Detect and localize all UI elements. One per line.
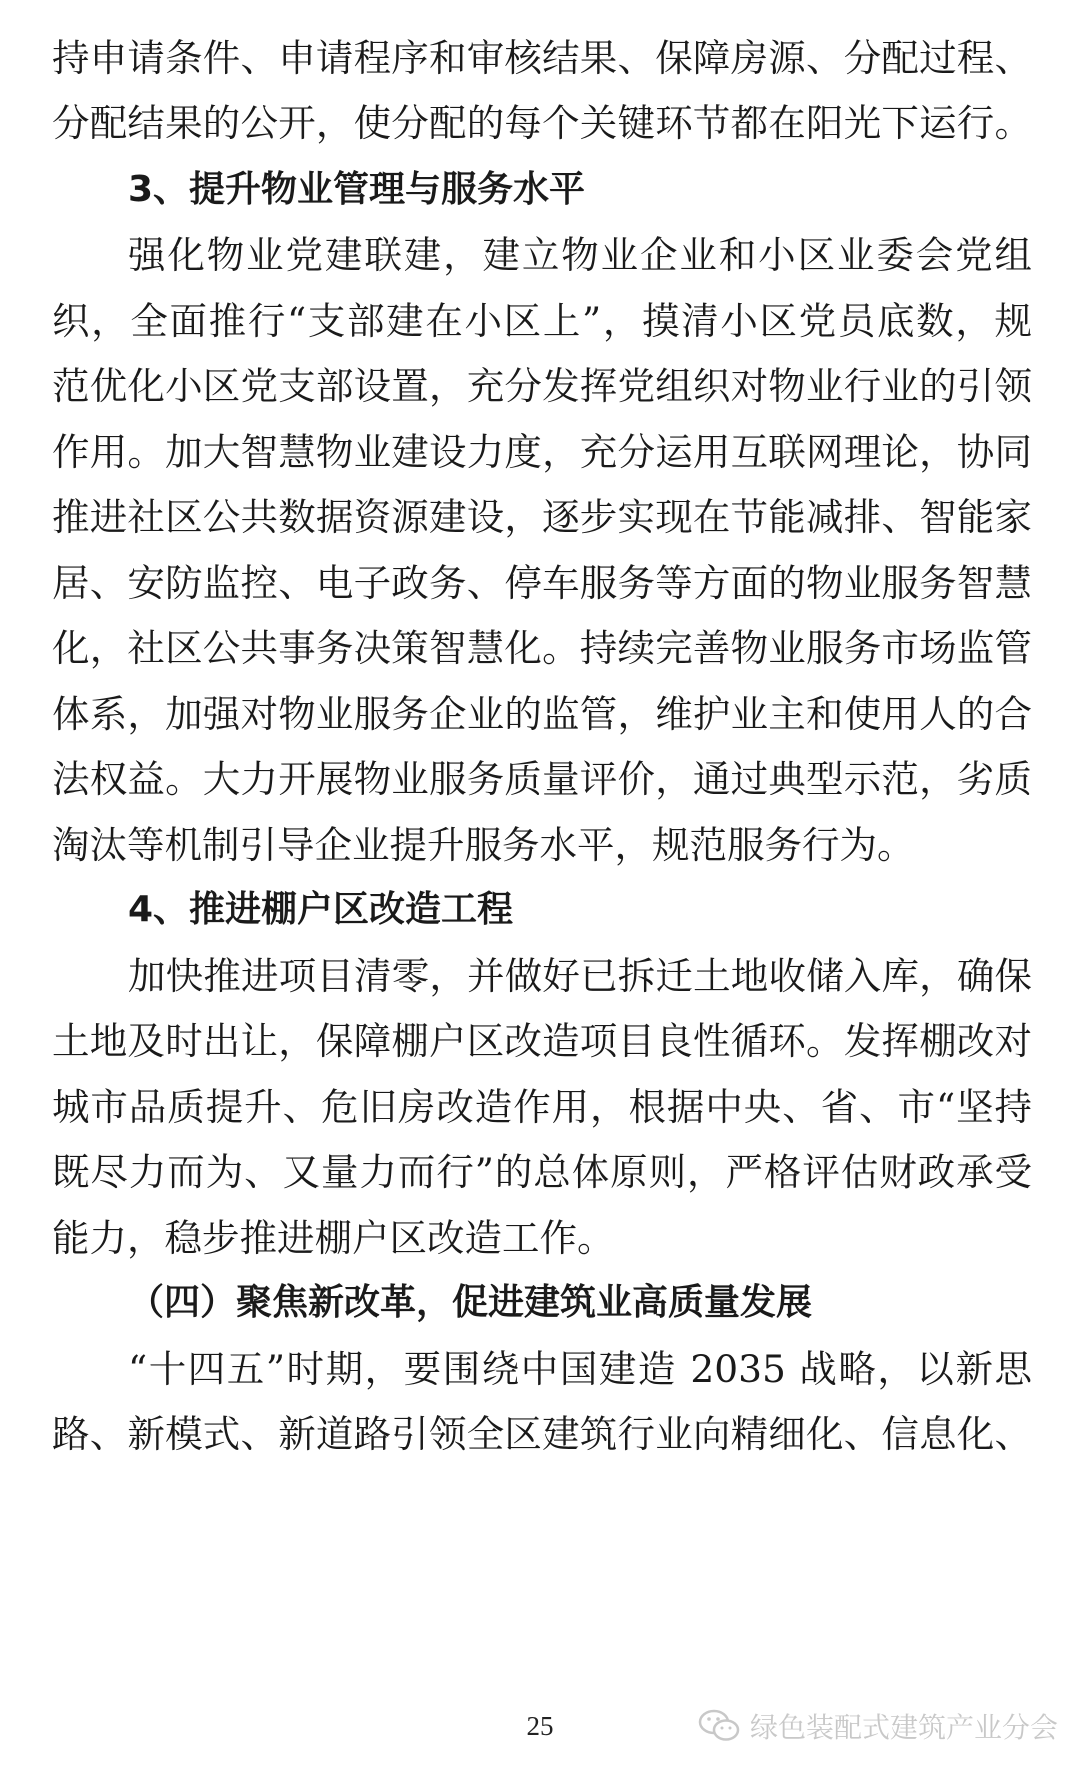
body-text-line: 推进社区公共数据资源建设，逐步实现在节能减排、智能家	[52, 495, 1032, 539]
section-heading: 3、提升物业管理与服务水平	[128, 169, 586, 210]
body-text-line: 体系，加强对物业服务企业的监管，维护业主和使用人的合	[52, 692, 1032, 736]
body-text-line: 既尽力而为、又量力而行”的总体原则，严格评估财政承受	[52, 1150, 1032, 1194]
wechat-icon	[698, 1708, 742, 1744]
body-text-line: 化，社区公共事务决策智慧化。持续完善物业服务市场监管	[52, 626, 1032, 670]
paragraph-first-line: 强化物业党建联建，建立物业企业和小区业委会党组	[128, 233, 1032, 277]
body-text-line: 范优化小区党支部设置，充分发挥党组织对物业行业的引领	[52, 364, 1032, 408]
section-heading: 4、推进棚户区改造工程	[128, 889, 514, 930]
body-text-line: 法权益。大力开展物业服务质量评价，通过典型示范，劣质	[52, 757, 1032, 801]
body-text-line: 能力，稳步推进棚户区改造工作。	[52, 1216, 615, 1260]
body-text-line: 居、安防监控、电子政务、停车服务等方面的物业服务智慧	[52, 561, 1032, 605]
page-number: 25	[526, 1711, 554, 1741]
body-text-line: 持申请条件、申请程序和审核结果、保障房源、分配过程、	[52, 36, 1032, 80]
body-text-line: 织，全面推行“支部建在小区上”，摸清小区党员底数，规	[52, 299, 1032, 343]
body-text-line: 城市品质提升、危旧房改造作用，根据中央、省、市“坚持	[52, 1085, 1032, 1129]
section-heading: （四）聚焦新改革，促进建筑业高质量发展	[128, 1282, 813, 1323]
body-text-line: 路、新模式、新道路引领全区建筑行业向精细化、信息化、	[52, 1412, 1032, 1456]
watermark	[698, 1706, 1058, 1746]
paragraph-first-line: 加快推进项目清零，并做好已拆迁土地收储入库，确保	[128, 954, 1032, 998]
paragraph-first-line: “十四五”时期，要围绕中国建造 2035 战略，以新思	[128, 1347, 1032, 1391]
body-text-line: 作用。加大智慧物业建设力度，充分运用互联网理论，协同	[52, 430, 1032, 474]
body-text-line: 淘汰等机制引导企业提升服务水平，规范服务行为。	[52, 823, 915, 867]
body-text-line: 土地及时出让，保障棚户区改造项目良性循环。发挥棚改对	[52, 1019, 1032, 1063]
watermark-text: 绿色装配式建筑产业分会	[749, 1711, 1058, 1744]
body-text-line: 分配结果的公开，使分配的每个关键环节都在阳光下运行。	[52, 101, 1032, 145]
